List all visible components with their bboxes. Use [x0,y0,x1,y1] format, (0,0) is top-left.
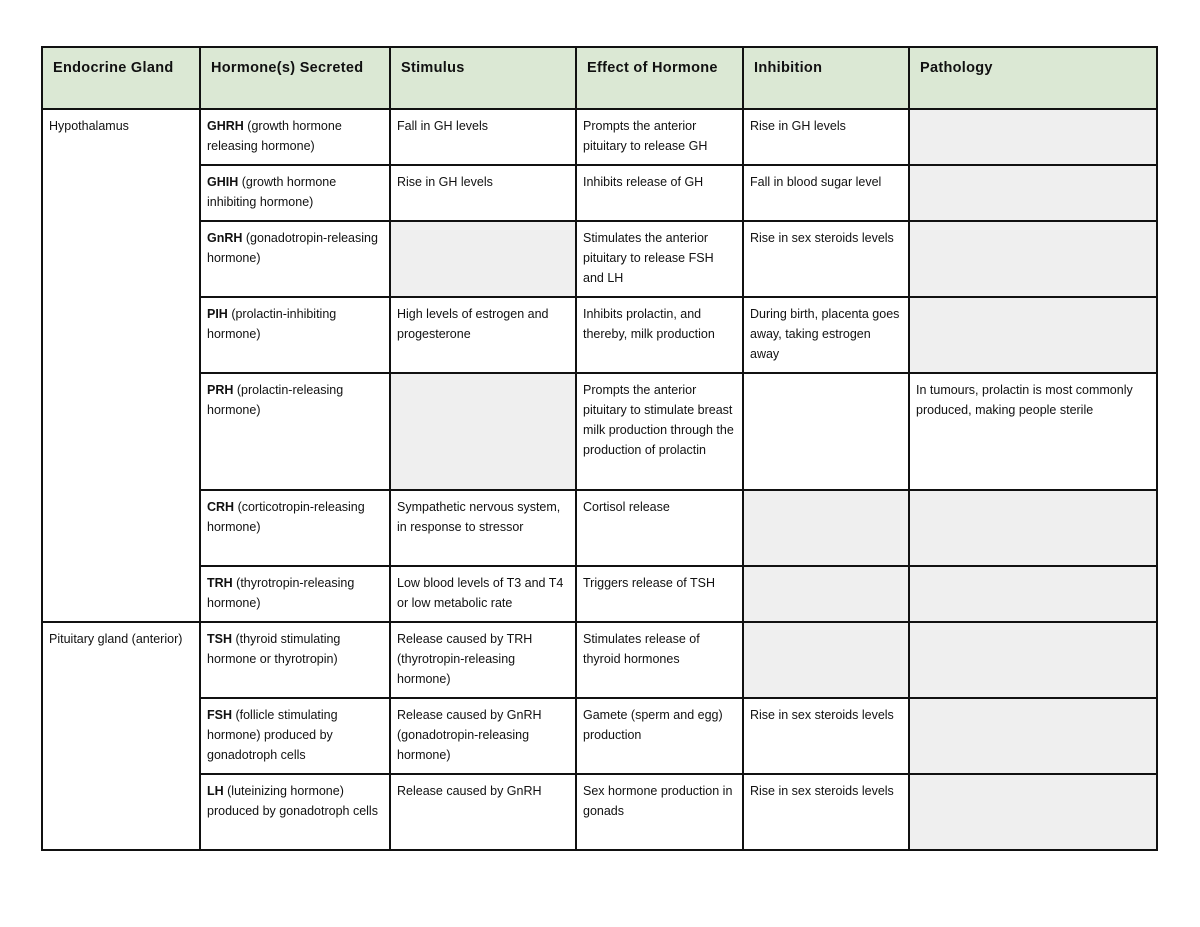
table-row [42,109,1157,165]
pathology-cell [909,566,1157,622]
pathology-cell [909,490,1157,566]
hormone-cell [200,622,390,698]
pathology-cell [909,221,1157,297]
hormone-abbr: GHRH [207,119,244,133]
stimulus-cell [390,221,576,297]
header-stimulus: Stimulus [390,47,576,109]
pathology-cell [909,774,1157,850]
pathology-cell [909,698,1157,774]
inhibition-cell: Fall in blood sugar level [743,165,909,221]
hormone-cell [200,297,390,373]
hormone-abbr: LH [207,784,224,798]
inhibition-cell: During birth, placenta goes away, taking estrogen away [743,297,909,373]
hormone-cell [200,109,390,165]
pathology-cell: In tumours, prolactin is most commonly produced, making people sterile [909,373,1157,490]
hormone-abbr: PIH [207,307,228,321]
effect-cell: Prompts the anterior pituitary to stimulate breast milk production through the production of prolactin [576,373,743,490]
hormone-full-name: (corticotropin-releasing hormone) [207,500,365,534]
table-row [42,566,1157,622]
hormone-abbr: GHIH [207,175,239,189]
stimulus-cell: Release caused by GnRH [390,774,576,850]
effect-cell: Stimulates release of thyroid hormones [576,622,743,698]
header-hormones-secreted: Hormone(s) Secreted [200,47,390,109]
effect-cell: Inhibits prolactin, and thereby, milk production [576,297,743,373]
stimulus-cell: Fall in GH levels [390,109,576,165]
inhibition-cell [743,373,909,490]
hormone-full-name: (prolactin-inhibiting hormone) [207,307,337,341]
gland-hypothalamus: Hypothalamus [42,109,200,622]
table-row [42,221,1157,297]
stimulus-cell: Low blood levels of T3 and T4 or low metabolic rate [390,566,576,622]
hormone-full-name: (luteinizing hormone) produced by gonadotroph cells [207,784,378,818]
header-endocrine-gland: Endocrine Gland [42,47,200,109]
hormone-full-name: (thyroid stimulating hormone or thyrotropin) [207,632,341,666]
inhibition-cell: Rise in GH levels [743,109,909,165]
effect-cell: Inhibits release of GH [576,165,743,221]
pathology-cell [909,165,1157,221]
hormone-cell [200,698,390,774]
hormone-full-name: (thyrotropin-releasing hormone) [207,576,355,610]
effect-cell: Sex hormone production in gonads [576,774,743,850]
table-row [42,490,1157,566]
table-row [42,622,1157,698]
stimulus-cell: Release caused by GnRH (gonadotropin-releasing hormone) [390,698,576,774]
inhibition-cell [743,622,909,698]
pathology-cell [909,622,1157,698]
inhibition-cell: Rise in sex steroids levels [743,221,909,297]
stimulus-cell: Release caused by TRH (thyrotropin-releasing hormone) [390,622,576,698]
hormone-full-name: (growth hormone releasing hormone) [207,119,342,153]
effect-cell: Prompts the anterior pituitary to release GH [576,109,743,165]
header-pathology: Pathology [909,47,1157,109]
table-row [42,373,1157,490]
hormone-cell [200,566,390,622]
table-row [42,297,1157,373]
pathology-cell [909,297,1157,373]
hormone-cell [200,165,390,221]
hormone-full-name: (growth hormone inhibiting hormone) [207,175,337,209]
hormone-cell [200,221,390,297]
table-row [42,165,1157,221]
pathology-cell [909,109,1157,165]
header-row [42,47,1157,109]
endocrine-table [41,46,1158,851]
hormone-abbr: TSH [207,632,232,646]
hormone-abbr: TRH [207,576,233,590]
header-inhibition: Inhibition [743,47,909,109]
hormone-full-name: (follicle stimulating hormone) produced by gonadotroph cells [207,708,338,762]
hormone-cell [200,490,390,566]
effect-cell: Stimulates the anterior pituitary to release FSH and LH [576,221,743,297]
inhibition-cell: Rise in sex steroids levels [743,774,909,850]
hormone-abbr: GnRH [207,231,243,245]
hormone-cell [200,774,390,850]
hormone-abbr: PRH [207,383,234,397]
table-row [42,698,1157,774]
stimulus-cell: Sympathetic nervous system, in response to stressor [390,490,576,566]
effect-cell: Gamete (sperm and egg) production [576,698,743,774]
hormone-full-name: (prolactin-releasing hormone) [207,383,344,417]
hormone-full-name: (gonadotropin-releasing hormone) [207,231,378,265]
stimulus-cell [390,373,576,490]
effect-cell: Triggers release of TSH [576,566,743,622]
hormone-cell [200,373,390,490]
inhibition-cell: Rise in sex steroids levels [743,698,909,774]
hormone-abbr: CRH [207,500,235,514]
header-effect: Effect of Hormone [576,47,743,109]
stimulus-cell: High levels of estrogen and progesterone [390,297,576,373]
hormone-abbr: FSH [207,708,232,722]
table-row [42,774,1157,850]
effect-cell: Cortisol release [576,490,743,566]
inhibition-cell [743,566,909,622]
inhibition-cell [743,490,909,566]
stimulus-cell: Rise in GH levels [390,165,576,221]
gland-pituitary: Pituitary gland (anterior) [42,622,200,850]
